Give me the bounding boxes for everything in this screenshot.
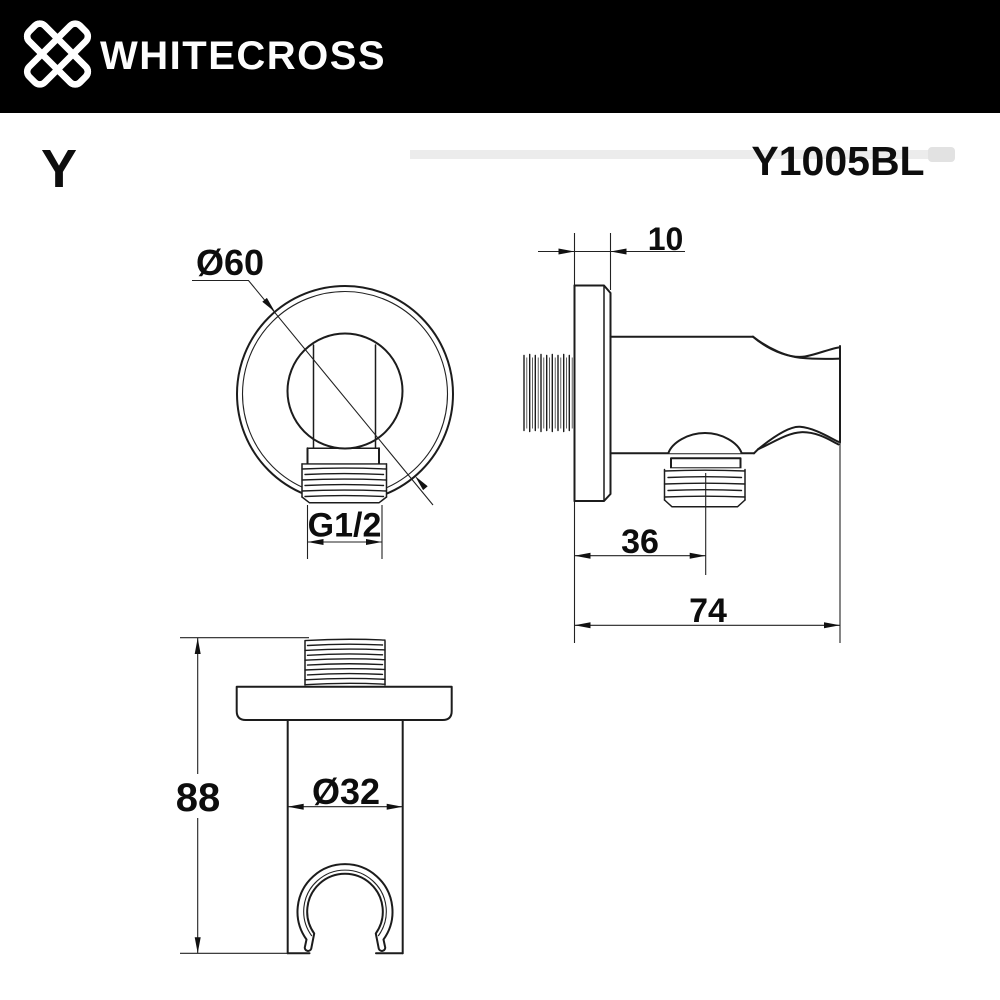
- scan-artifact-blob: [928, 147, 955, 162]
- bottom-holder-ring: [298, 864, 393, 951]
- side-wall-plate: [575, 286, 611, 502]
- side-view: [524, 221, 840, 643]
- header-banner: [0, 0, 1000, 113]
- front-thread: [302, 464, 387, 504]
- svg-text:G1/2: G1/2: [307, 506, 382, 545]
- bottom-view: [176, 638, 452, 954]
- title-row: [41, 138, 955, 199]
- dim-total-height: [176, 638, 309, 954]
- bottom-stem-thread: [305, 639, 385, 685]
- svg-text:Ø60: Ø60: [196, 242, 265, 283]
- dim-outlet-offset: [575, 523, 706, 561]
- svg-text:Ø32: Ø32: [311, 771, 381, 812]
- product-code: Y1005BL: [751, 138, 925, 184]
- front-view: [192, 242, 453, 559]
- dim-body-diameter: [288, 771, 403, 812]
- dim-total-depth: [575, 592, 841, 630]
- svg-text:88: 88: [175, 776, 221, 820]
- svg-text:10: 10: [647, 221, 684, 257]
- dim-front-thread-size: [308, 505, 383, 559]
- side-inlet-thread: [524, 355, 572, 432]
- dim-plate-thickness: [538, 221, 685, 257]
- series-letter: Y: [41, 139, 78, 199]
- svg-text:36: 36: [621, 523, 659, 561]
- bottom-flange: [237, 687, 452, 720]
- svg-text:74: 74: [689, 592, 727, 630]
- brand-name: WHITECROSS: [100, 34, 387, 78]
